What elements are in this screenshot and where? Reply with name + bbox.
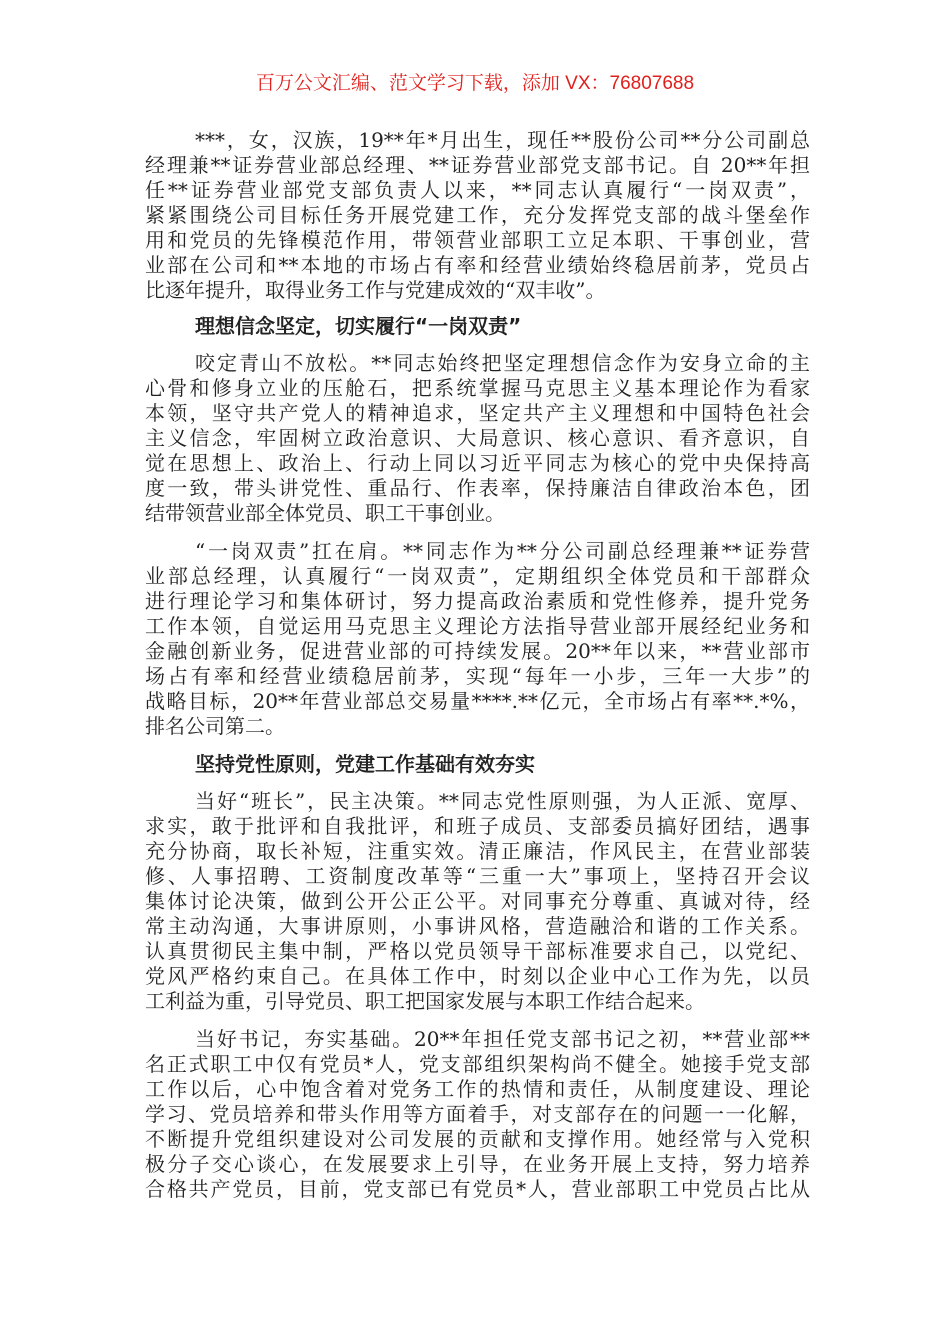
text-line: 集体讨论决策，做到公开公正公平。对同事充分尊重、真诚对待，经	[145, 889, 810, 913]
text-line: 排名公司第二。	[145, 714, 285, 738]
text-line: 业部在公司和**本地的市场占有率和经营业绩始终稳居前茅，党员占	[145, 253, 810, 277]
text-line: 极分子交心谈心，在发展要求上引导，在业务开展上支持，努力培养	[145, 1152, 810, 1176]
text-line: 心骨和修身立业的压舱石，把系统掌握马克思主义基本理论作为看家	[145, 376, 810, 400]
text-line: 学习、党员培养和带头作用等方面着手，对支部存在的问题一一化解，	[145, 1102, 810, 1126]
text-line: 觉在思想上、政治上、行动上同以习近平同志为核心的党中央保持高	[145, 451, 810, 475]
paragraph-duties	[145, 539, 810, 739]
section-heading-1: 理想信念坚定，切实履行“一岗双责”	[195, 314, 522, 338]
section-heading-2: 坚持党性原则，党建工作基础有效夯实	[195, 752, 535, 776]
text-line: 本领，坚守共产党人的精神追求，坚定共产主义理想和中国特色社会	[145, 401, 810, 425]
text-line: 充分协商，取长补短，注重实效。清正廉洁，作风民主，在营业部装	[145, 839, 810, 863]
text-line: 主义信念，牢固树立政治意识、大局意识、核心意识、看齐意识，自	[145, 426, 810, 450]
text-line: ***，女，汉族，19**年*月出生，现任**股份公司**分公司副总	[195, 128, 810, 152]
text-line: 业部总经理，认真履行“一岗双责”，定期组织全体党员和干部群众	[145, 564, 810, 588]
text-line: 经理兼**证券营业部总经理、**证券营业部党支部书记。自 20**年担	[145, 153, 810, 177]
paragraph-intro	[145, 128, 810, 303]
text-line: 金融创新业务，促进营业部的可持续发展。20**年以来，**营业部市	[145, 639, 810, 663]
text-line: 党风严格约束自己。在具体工作中，时刻以企业中心工作为先，以员	[145, 964, 810, 988]
text-line: 结带领营业部全体党员、职工干事创业。	[145, 501, 505, 525]
text-line: 求实，敢于批评和自我批评，和班子成员、支部委员搞好团结，遇事	[145, 814, 810, 838]
text-line: 修、人事招聘、工资制度改革等“三重一大”事项上，坚持召开会议	[145, 864, 810, 888]
text-line: 任**证券营业部党支部负责人以来，**同志认真履行“一岗双责”，	[145, 178, 810, 202]
text-line: 咬定青山不放松。**同志始终把坚定理想信念作为安身立命的主	[195, 351, 810, 375]
text-line: “一岗双责”扛在肩。**同志作为**分公司副总经理兼**证券营	[195, 539, 810, 563]
text-line: 场占有率和经营业绩稳居前茅，实现“每年一小步，三年一大步”的	[145, 664, 810, 688]
text-line: 不断提升党组织建设对公司发展的贡献和支撑作用。她经常与入党积	[145, 1127, 810, 1151]
paragraph-leader	[145, 789, 810, 1014]
download-banner: 百万公文汇编、范文学习下载，添加 VX：76807688	[255, 73, 695, 94]
text-line: 度一致，带头讲党性、重品行、作表率，保持廉洁自律政治本色，团	[145, 476, 810, 500]
text-line: 用和党员的先锋模范作用，带领营业部职工立足本职、干事创业，营	[145, 228, 810, 252]
text-line: 进行理论学习和集体研讨，努力提高政治素质和党性修养，提升党务	[145, 589, 810, 613]
paragraph-ideals	[145, 351, 810, 526]
text-line: 认真贯彻民主集中制，严格以党员领导干部标准要求自己，以党纪、	[145, 939, 810, 963]
text-line: 常主动沟通，大事讲原则，小事讲风格，营造融洽和谐的工作关系。	[145, 914, 810, 938]
text-line: 工利益为重，引导党员、职工把国家发展与本职工作结合起来。	[145, 989, 705, 1013]
text-line: 合格共产党员，目前，党支部已有党员*人，营业部职工中党员占比从	[145, 1177, 810, 1201]
text-line: 当好书记，夯实基础。20**年担任党支部书记之初，**营业部**	[195, 1027, 810, 1051]
paragraph-secretary	[145, 1027, 810, 1202]
text-line: 工作以后，心中饱含着对党务工作的热情和责任，从制度建设、理论	[145, 1077, 810, 1101]
text-line: 战略目标，20**年营业部总交易量****.**亿元，全市场占有率**.*%，	[145, 689, 810, 713]
text-line: 比逐年提升，取得业务工作与党建成效的“双丰收”。	[145, 278, 606, 302]
text-line: 当好“班长”，民主决策。**同志党性原则强，为人正派、宽厚、	[195, 789, 810, 813]
text-line: 名正式职工中仅有党员*人，党支部组织架构尚不健全。她接手党支部	[145, 1052, 810, 1076]
text-line: 紧紧围绕公司目标任务开展党建工作，充分发挥党支部的战斗堡垒作	[145, 203, 810, 227]
text-line: 工作本领，自觉运用马克思主义理论方法指导营业部开展经纪业务和	[145, 614, 810, 638]
